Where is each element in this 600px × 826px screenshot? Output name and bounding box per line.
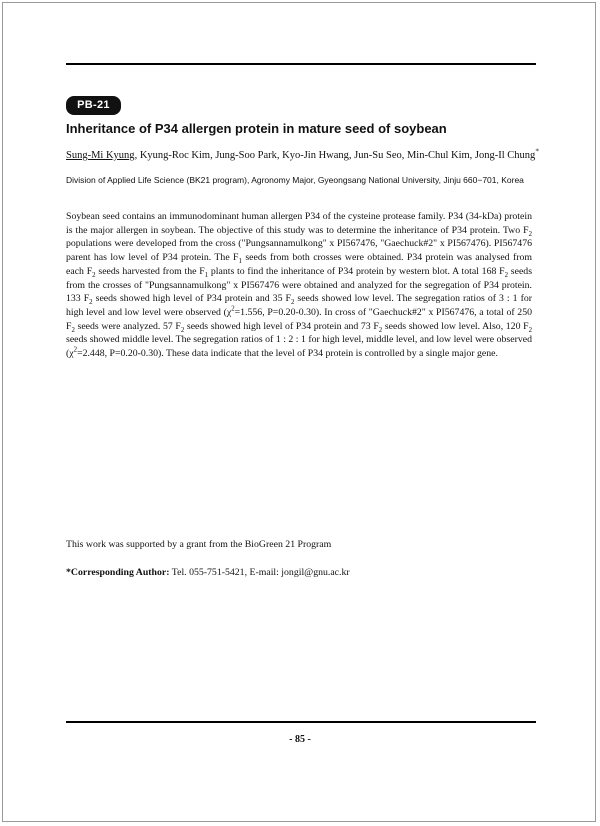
presenting-author: Sung-Mi Kyung	[66, 150, 135, 161]
footer-rule	[66, 721, 536, 723]
session-badge: PB-21	[66, 96, 121, 115]
header-rule	[66, 63, 536, 65]
author-list	[66, 146, 539, 163]
corresponding-contact: Tel. 055-751-5421, E-mail: jongil@gnu.ac.kr	[169, 567, 350, 578]
corresponding-author	[66, 566, 532, 580]
corresponding-label: *Corresponding Author:	[66, 567, 170, 578]
affiliation: Division of Applied Life Science (BK21 program), Agronomy Major, Gyeongsang National University, Jinju 660−701, Korea	[66, 175, 524, 185]
abstract-body: Soybean seed contains an immunodominant human allergen P34 of the cysteine protease family. P34 (34-kDa) protein is the major allergen in soybean. The objective of this study was to determine the inheritance of P34 protein. Two $F_2$ populations were developed from the cross ("Pungsannamulkong" x PI567476, "Gaechuck#2" x PI567476). PI567476 parent has low level of P34 protein. The $F_1$ seeds from both crosses were obtained. P34 protein was analysed from each $F_2$ seeds harvested from the $F_1$ plants to find the inheritance of P34 protein by western blot. A total 168 $F_2$ seeds from the crosses of "Pungsannamulkong" x PI567476 were obtained and analyzed for the segregation of P34 protein. 133 $F_2$ seeds showed high level of P34 protein and 35 $F_2$ seeds showed low level. The segregation ratios of 3 : 1 for high level and low level were observed ($\chi^2=1.556$, P=0.20-0.30). In cross of "Gaechuck#2" x PI567476, a total of 250 $F_2$ seeds were analyzed. 57 $F_2$ seeds showed high level of P34 protein and 73 $F_2$ seeds showed low level. Also, 120 $F_2$ seeds showed middle level. The segregation ratios of 1 : 2 : 1 for high level, middle level, and low level were observed ($\chi^2=2.448$, P=0.20-0.30). These data indicate that the level of P34 protein is controlled by a single major gene.	[66, 211, 533, 360]
paper-title: Inheritance of P34 allergen protein in mature seed of soybean	[66, 121, 447, 136]
acknowledgement: This work was supported by a grant from the BioGreen 21 Program	[66, 539, 332, 550]
corresponding-mark: *	[535, 146, 539, 156]
page-number: - 85 -	[289, 734, 311, 745]
co-authors: , Kyung-Roc Kim, Jung-Soo Park, Kyo-Jin Hwang, Jun-Su Seo, Min-Chul Kim, Jong-Il Chung	[134, 150, 536, 161]
